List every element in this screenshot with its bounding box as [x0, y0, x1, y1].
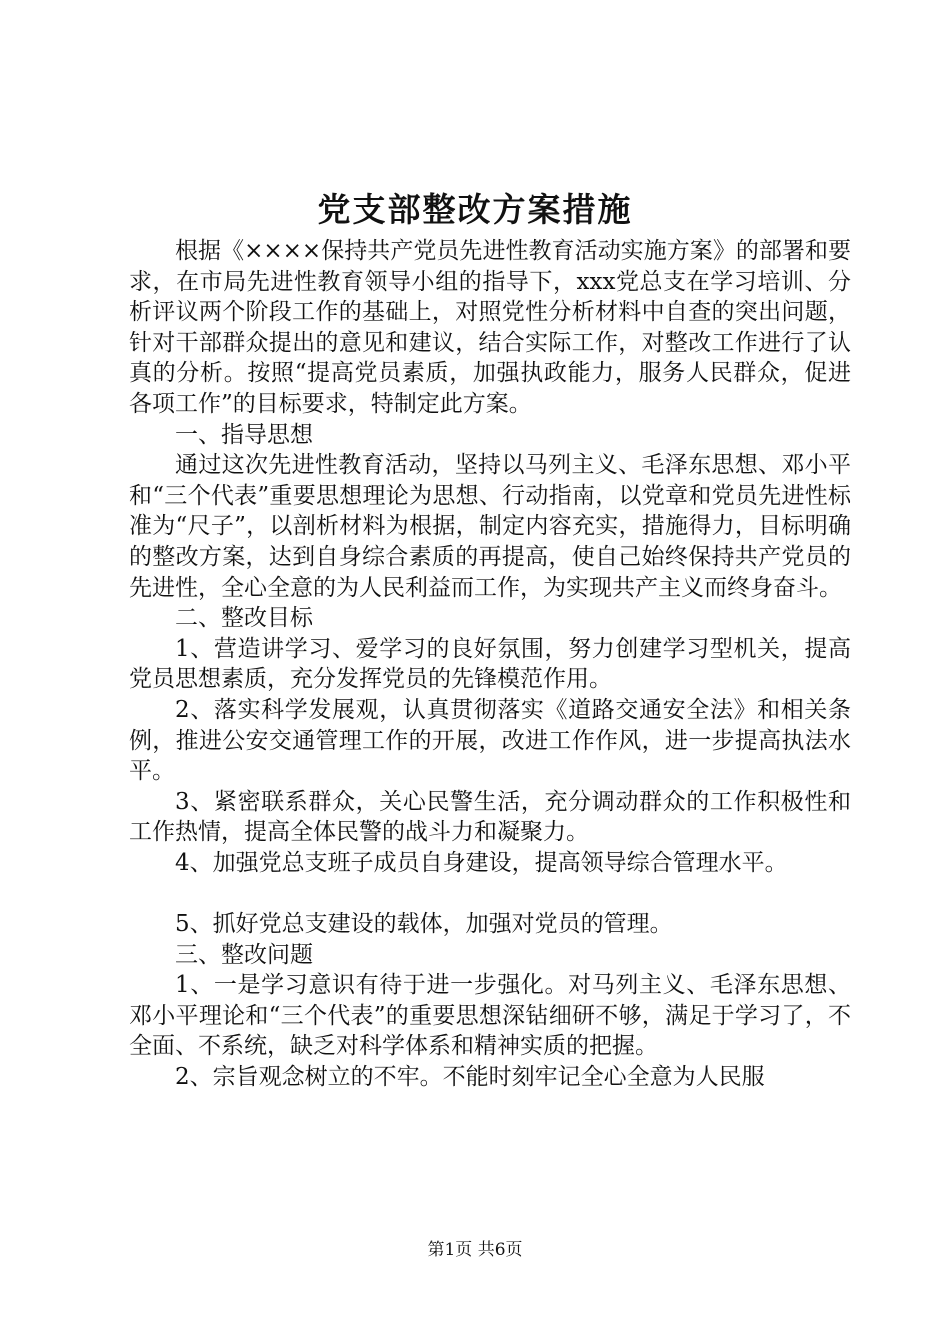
- paragraph-goal-5: 5、抓好党总支建设的载体，加强对党员的管理。: [175, 911, 673, 938]
- paragraph-issue-2: 2、宗旨观念树立的不牢。不能时刻牢记全心全意为人民服: [175, 1064, 765, 1091]
- document-body: [129, 236, 851, 1093]
- section-heading-rectification-goals: 二、整改目标: [175, 605, 313, 632]
- paragraph-issue-1: 1、一是学习意识有待于进一步强化。对马列主义、毛泽东思想、邓小平理论和“三个代表”的重要思想深钻细研不够，满足于学习了，不全面、不系统，缺乏对科学体系和精神实质的把握。: [129, 972, 851, 1060]
- section-heading-guiding-ideology: 一、指导思想: [175, 421, 313, 448]
- document-title: 党支部整改方案措施: [317, 190, 633, 229]
- paragraph-goal-3: 3、紧密联系群众，关心民警生活，充分调动群众的工作积极性和工作热情，提高全体民警的战斗力和凝聚力。: [129, 788, 851, 846]
- paragraph-goal-2: 2、落实科学发展观，认真贯彻落实《道路交通安全法》和相关条例，推进公安交通管理工作的开展，改进工作作风，进一步提高执法水平。: [129, 696, 851, 785]
- blank-line: [129, 878, 851, 909]
- section-heading-rectification-issues: 三、整改问题: [175, 941, 313, 968]
- page-footer: 第1页 共6页: [427, 1240, 523, 1260]
- paragraph-guiding-ideology: 通过这次先进性教育活动，坚持以马列主义、毛泽东思想、邓小平和“三个代表”重要思想理论为思想、行动指南，以党章和党员先进性标准为“尺子”，以剖析材料为根据，制定内容充实，措施得力，目标明确的整改方案，达到自身综合素质的再提高，使自己始终保持共产党员的先进性，全心全意的为人民利益而工作，为实现共产主义而终身奋斗。: [129, 452, 851, 601]
- paragraph-intro: 根据《××××保持共产党员先进性教育活动实施方案》的部署和要求，在市局先进性教育领导小组的指导下，xxx党总支在学习培训、分析评议两个阶段工作的基础上，对照党性分析材料中自查的突出问题，针对干部群众提出的意见和建议，结合实际工作，对整改工作进行了认真的分析。按照“提高党员素质，加强执政能力，服务人民群众，促进各项工作”的目标要求，特制定此方案。: [129, 238, 851, 417]
- paragraph-goal-4: 4、加强党总支班子成员自身建设，提高领导综合管理水平。: [175, 849, 788, 876]
- paragraph-goal-1: 1、营造讲学习、爱学习的良好氛围，努力创建学习型机关，提高党员思想素质，充分发挥党员的先锋模范作用。: [129, 635, 851, 693]
